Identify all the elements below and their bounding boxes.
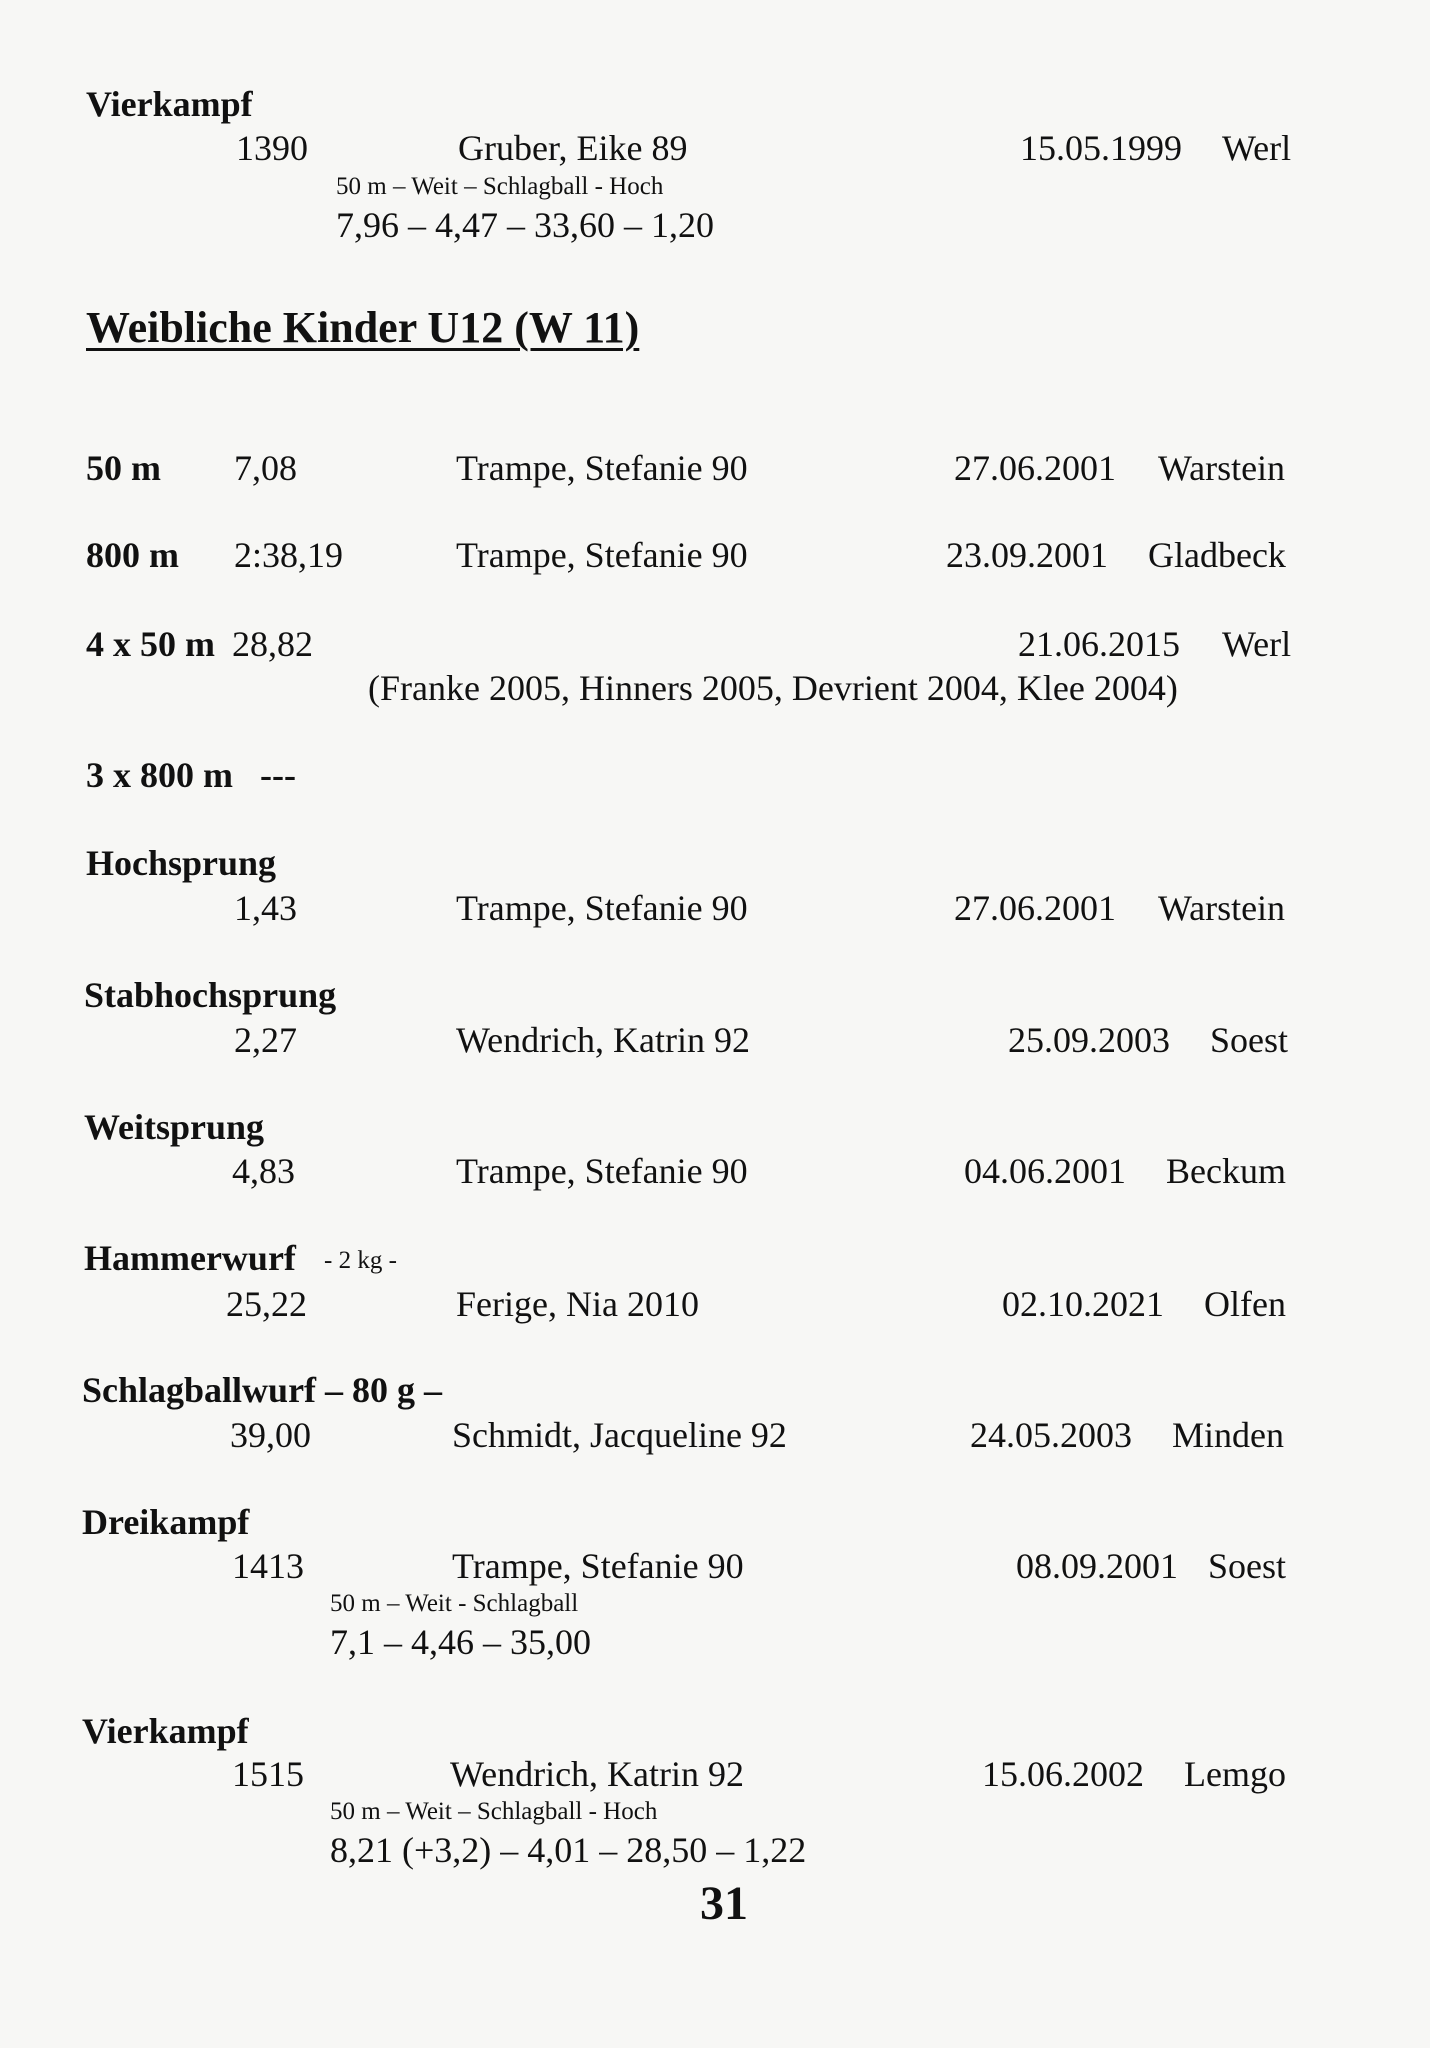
record-date: 15.05.1999	[1020, 128, 1182, 168]
record-date: 27.06.2001	[954, 888, 1116, 928]
event-title: Vierkampf	[86, 84, 253, 124]
athlete-name: Wendrich, Katrin 92	[450, 1754, 745, 1794]
athlete-name: Ferige, Nia 2010	[456, 1284, 699, 1324]
record-place: Werl	[1222, 128, 1292, 168]
record-mark: ---	[260, 755, 296, 795]
discipline-list: 50 m – Weit – Schlagball - Hoch	[330, 1798, 658, 1825]
record-date: 23.09.2001	[946, 535, 1108, 575]
record-mark: 1413	[232, 1546, 304, 1586]
event-label: 50 m	[86, 448, 161, 488]
athlete-name: Trampe, Stefanie 90	[456, 1151, 748, 1191]
record-date: 02.10.2021	[1002, 1284, 1164, 1324]
record-mark: 2:38,19	[234, 535, 344, 575]
discipline-results: 8,21 (+3,2) – 4,01 – 28,50 – 1,22	[330, 1830, 807, 1870]
event-label: 800 m	[86, 535, 179, 575]
event-title: Stabhochsprung	[84, 975, 337, 1015]
page-number: 31	[700, 1877, 748, 1930]
event-title: Dreikampf	[82, 1502, 250, 1542]
athlete-name: Schmidt, Jacqueline 92	[452, 1415, 787, 1455]
event-title: Hammerwurf	[84, 1238, 296, 1278]
record-mark: 1515	[232, 1754, 304, 1794]
record-place: Olfen	[1204, 1284, 1286, 1324]
event-title: Hochsprung	[86, 843, 277, 883]
event-title: Weitsprung	[84, 1107, 265, 1147]
discipline-results: 7,1 – 4,46 – 35,00	[330, 1622, 591, 1662]
record-date: 27.06.2001	[954, 448, 1116, 488]
event-title: Schlagballwurf – 80 g –	[82, 1370, 443, 1410]
score: 1390	[236, 128, 308, 168]
record-date: 15.06.2002	[982, 1754, 1144, 1794]
record-place: Gladbeck	[1148, 535, 1286, 575]
record-place: Soest	[1210, 1020, 1289, 1060]
athlete-name: Trampe, Stefanie 90	[456, 535, 748, 575]
record-mark: 2,27	[234, 1020, 297, 1060]
athlete-name: Wendrich, Katrin 92	[456, 1020, 751, 1060]
record-date: 25.09.2003	[1008, 1020, 1170, 1060]
athlete-name: Trampe, Stefanie 90	[456, 888, 748, 928]
relay-team: (Franke 2005, Hinners 2005, Devrient 2004, Klee 2004)	[368, 668, 1178, 708]
discipline-results: 7,96 – 4,47 – 33,60 – 1,20	[336, 205, 714, 245]
record-date: 08.09.2001	[1016, 1546, 1178, 1586]
record-place: Minden	[1172, 1415, 1284, 1455]
record-mark: 39,00	[230, 1415, 311, 1455]
event-note: - 2 kg -	[324, 1247, 397, 1274]
record-mark: 4,83	[232, 1151, 295, 1191]
record-place: Warstein	[1158, 888, 1286, 928]
record-date: 24.05.2003	[970, 1415, 1132, 1455]
athlete-name: Trampe, Stefanie 90	[452, 1546, 744, 1586]
athlete-name: Gruber, Eike 89	[458, 128, 688, 168]
athlete-name: Trampe, Stefanie 90	[456, 448, 748, 488]
event-label: 3 x 800 m	[86, 755, 233, 795]
record-date: 21.06.2015	[1018, 624, 1180, 664]
record-date: 04.06.2001	[964, 1151, 1126, 1191]
discipline-list: 50 m – Weit - Schlagball	[330, 1590, 579, 1617]
record-mark: 25,22	[226, 1284, 307, 1324]
record-mark: 28,82	[232, 624, 313, 664]
event-label: 4 x 50 m	[86, 624, 215, 664]
record-place: Warstein	[1158, 448, 1286, 488]
section-heading: Weibliche Kinder U12 (W 11)	[86, 303, 640, 352]
discipline-list: 50 m – Weit – Schlagball - Hoch	[336, 173, 664, 200]
record-mark: 1,43	[234, 888, 297, 928]
record-place: Beckum	[1166, 1151, 1286, 1191]
record-place: Soest	[1208, 1546, 1287, 1586]
record-place: Werl	[1222, 624, 1292, 664]
record-mark: 7,08	[234, 448, 297, 488]
event-title: Vierkampf	[82, 1711, 249, 1751]
record-place: Lemgo	[1184, 1754, 1286, 1794]
